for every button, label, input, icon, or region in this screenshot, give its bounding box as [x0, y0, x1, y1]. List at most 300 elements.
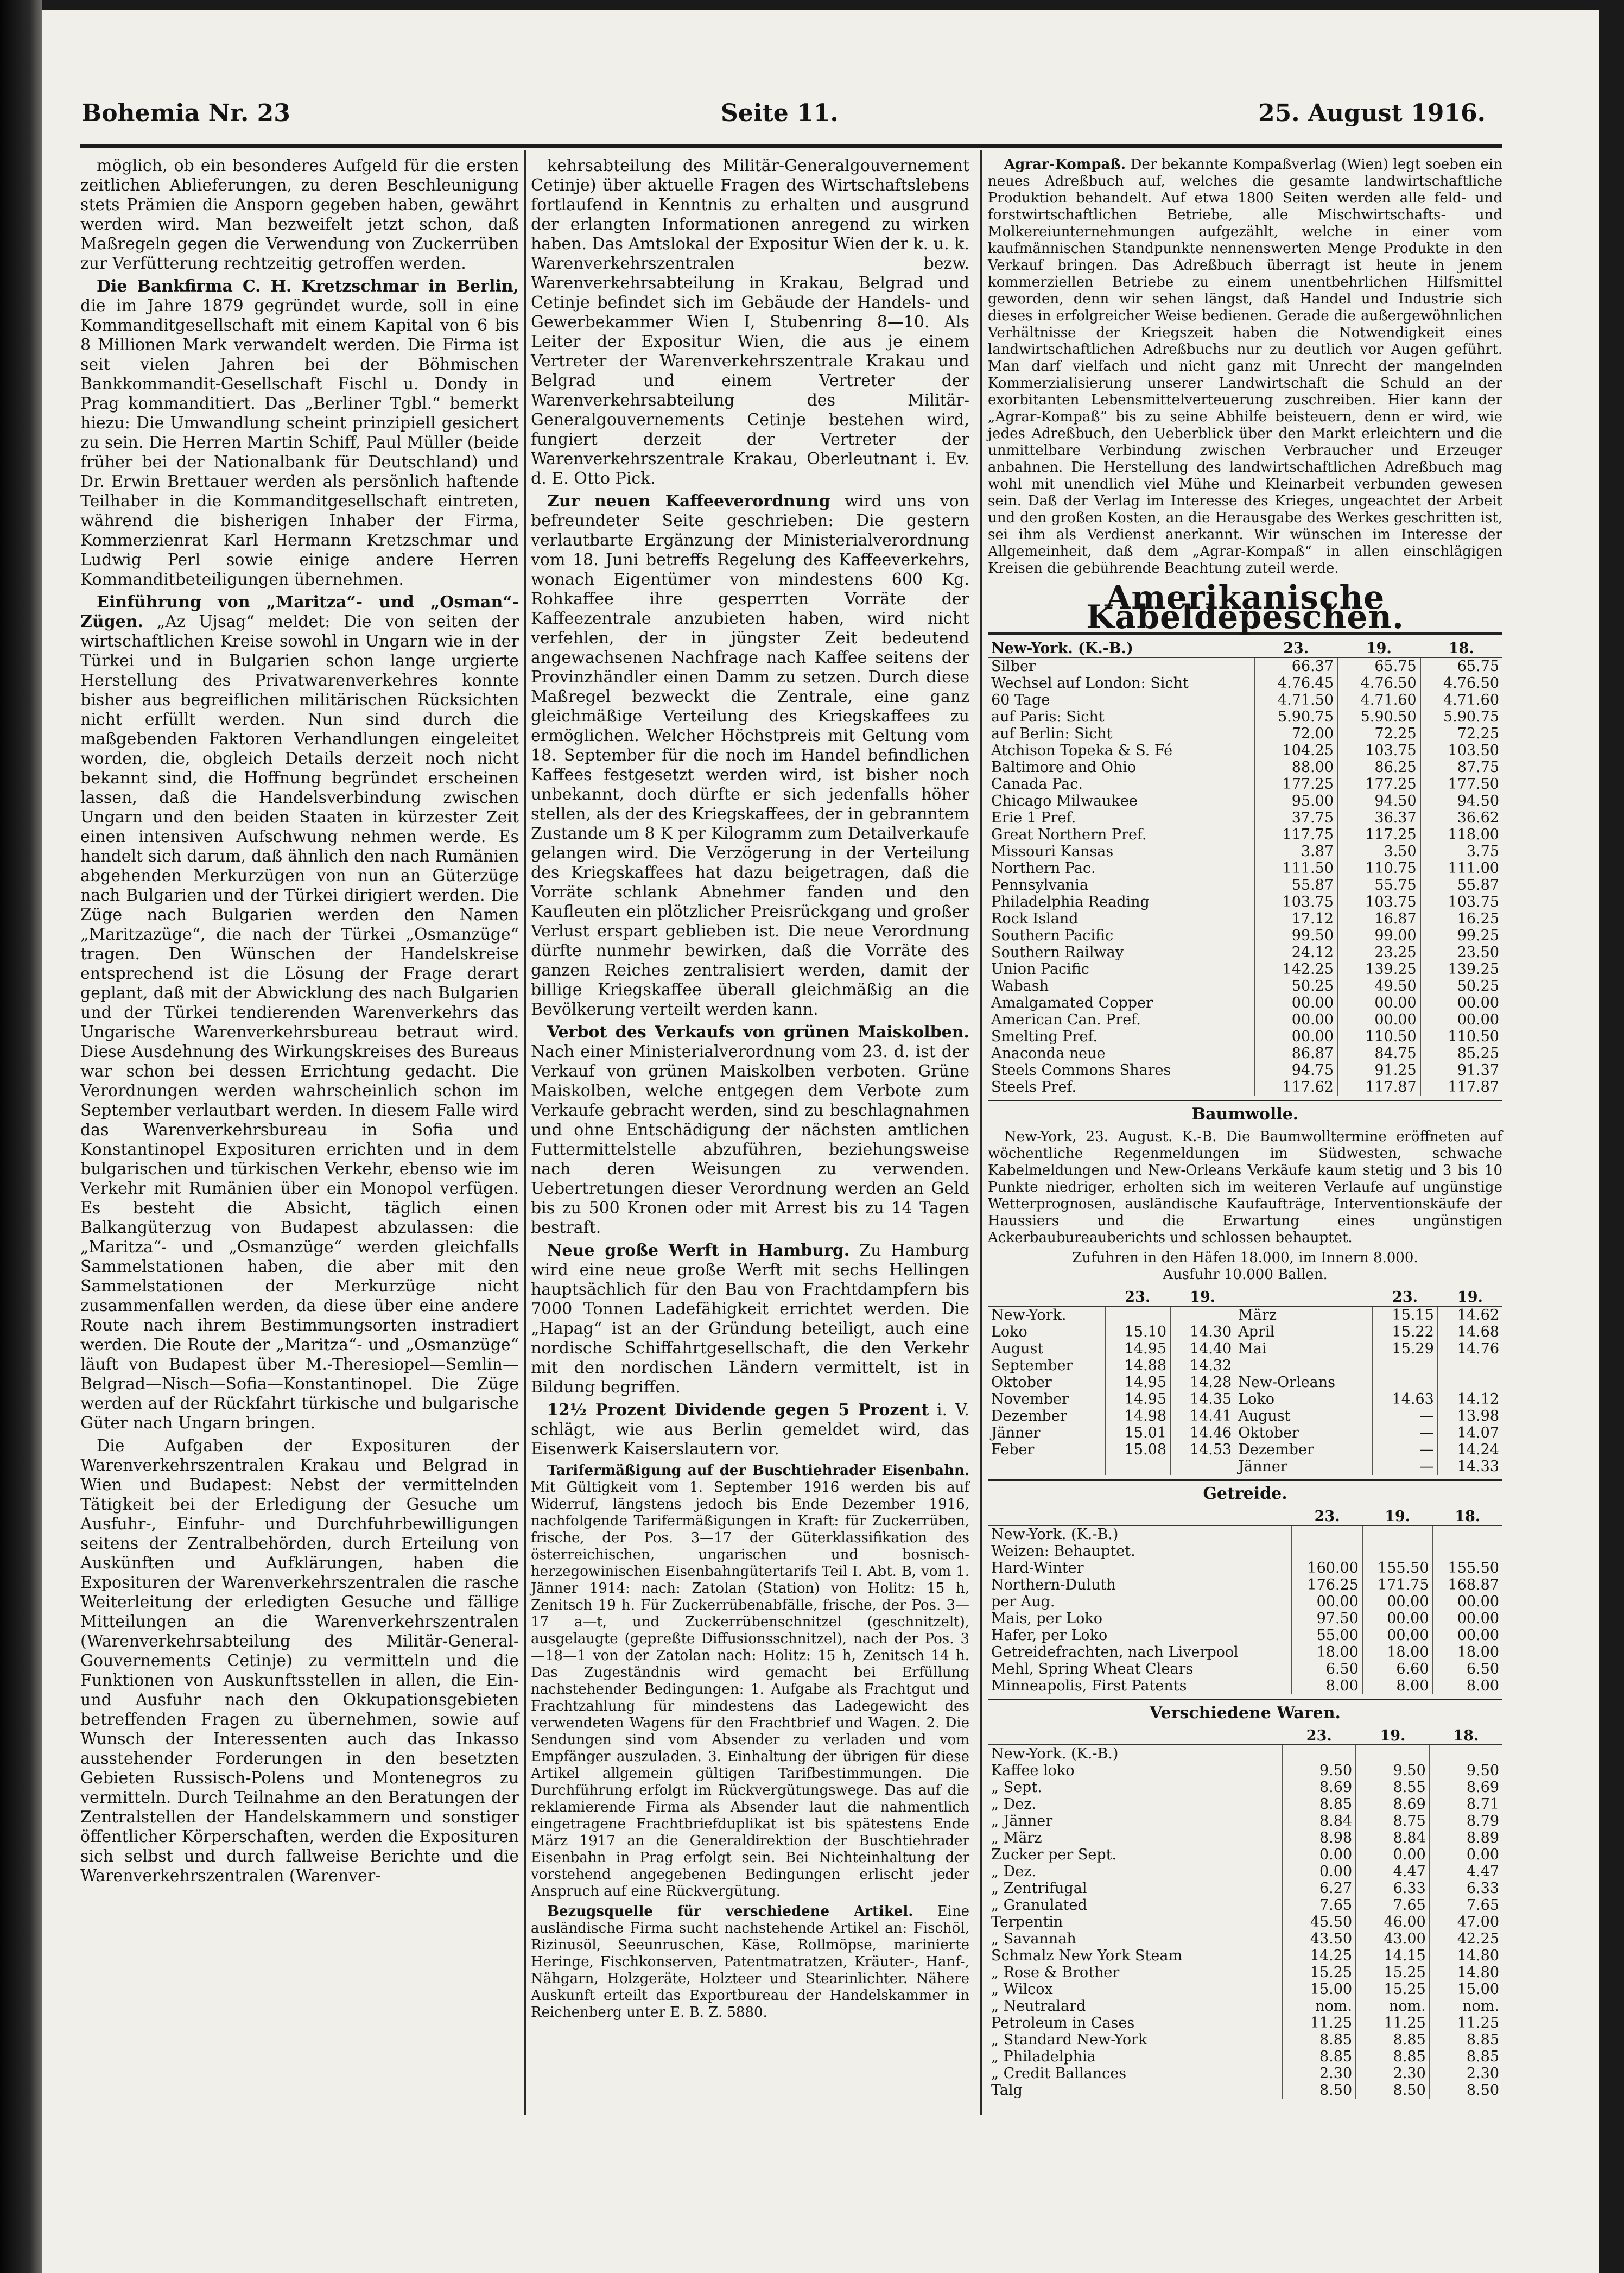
- cotton-table: [988, 1289, 1502, 1475]
- column-rule-1: [524, 150, 526, 2115]
- table-cell: 8.84: [1356, 1829, 1430, 1846]
- row-label: Northern-Duluth: [991, 1576, 1116, 1593]
- table-cell: 4.76.50: [1420, 675, 1502, 692]
- table-cell: 84.75: [1337, 1045, 1420, 1062]
- article-headline: Die Bankfirma C. H. Kretzschmar in Berlin,: [97, 277, 519, 296]
- table-header: 19.: [1362, 1508, 1433, 1525]
- table-row: [988, 1880, 1502, 1897]
- section-title: Baumwolle.: [988, 1100, 1502, 1124]
- table-row: [988, 725, 1502, 742]
- table-cell: 14.80: [1430, 1964, 1502, 1981]
- table-cell: 86.87: [1254, 1045, 1337, 1062]
- table-row: [988, 2082, 1502, 2099]
- table-cell: 00.00: [1420, 1011, 1502, 1028]
- table-cell: 15.25: [1282, 1964, 1356, 1981]
- masthead-left: Bohemia Nr. 23: [81, 99, 290, 127]
- table-row: [988, 860, 1502, 877]
- table-cell: 42.25: [1430, 1930, 1502, 1947]
- table-row: [988, 2048, 1502, 2065]
- table-cell: 14.15: [1356, 1947, 1430, 1964]
- article-paragraph: Zur neuen Kaffeeverordnung wird uns von befreundeter Seite geschrieben: Die gestern verlautbarte Ergänzung der Ministerialverordnung vom 18. Juni betreffs Regelung des Kaffeeverkehrs, wonach Eigentümer von mindestens 600 Kg. Rohkaffee ihre gesperrten Vorräte der Kaffeezentrale anzubieten haben, wird nicht verfehlen, der in jüngster Zeit bedeutend angewachsenen Nachfrage nach Kaffee seitens der Provinzhändler einen Damm zu setzen. Durch diese Maßregel bezweckt die Zentrale, eine ganz gleichmäßige Verteilung des Kriegskaffees zu ermöglichen. Welcher Höchstpreis mit Geltung vom 18. September für die noch im Handel befindlichen Kaffees festgesetzt werden wird, ist bisher noch unbekannt, doch dürfte er sich jedenfalls höher stellen, als der des Kriegskaffees, der in gebranntem Zustande um 8 K per Kilogramm zum Detailverkaufe gelangen wird. Die Verzögerung in der Verteilung des Kriegskaffees hat dazu beigetragen, daß die Vorräte schlank Abnehmer fanden und den Kaufleuten ein plötzlicher Preisrückgang und großer Verlust erspart geblieben ist. Die neue Verordnung dürfte nunmehr bewirken, daß die Vorräte des ganzen Reiches zentralisiert werden, damit der billige Kriegskaffee überall gleichmäßig an die Bevölkerung verteilt werden kann.: [531, 492, 969, 1019]
- table-cell: 55.75: [1337, 877, 1420, 894]
- table-cell: 160.00: [1292, 1560, 1362, 1576]
- row-label: April: [1238, 1324, 1275, 1340]
- row-label: New-York.: [991, 1307, 1067, 1324]
- table-cell: 11.25: [1356, 2015, 1430, 2031]
- row-label: New-Orleans: [1238, 1374, 1336, 1391]
- table-cell: 65.75: [1337, 657, 1420, 675]
- table-cell: —: [1372, 1408, 1437, 1424]
- table-row: [988, 1981, 1502, 1998]
- table-cell: 37.75: [1254, 809, 1337, 826]
- row-label: [988, 1458, 1105, 1475]
- table-cell: [1170, 1458, 1235, 1475]
- article-headline: Zur neuen Kaffeeverordnung: [547, 492, 830, 511]
- table-cell: 7.65: [1356, 1897, 1430, 1914]
- row-label: „ Neutralard: [991, 1998, 1086, 2015]
- table-cell: 8.00: [1433, 1677, 1502, 1694]
- table-row: [988, 1525, 1502, 1543]
- table-row: [988, 910, 1502, 927]
- row-label: Zucker per Sept.: [991, 1846, 1117, 1863]
- row-label: Oktober: [1238, 1424, 1299, 1441]
- table-cell: [1438, 1374, 1502, 1391]
- table-cell: 14.35: [1170, 1391, 1235, 1408]
- table-cell: 5.90.50: [1337, 708, 1420, 725]
- row-label: August: [1238, 1408, 1291, 1424]
- section-title: Amerikanische Kabeldepeschen.: [988, 588, 1502, 635]
- table-row: [988, 1762, 1502, 1779]
- article-paragraph: Tarifermäßigung auf der Buschtiehrader Eisenbahn. Mit Gültigkeit vom 1. September 1916 werden bis auf Widerruf, längstens jedoch bis Ende Dezember 1916, nachfolgende Tarifermäßigungen in Kraft: für Zuckerrüben, frische, der Pos. 3—17 der Güterklassifikation des österreichischen, ungarischen und bosnisch-herzegowinischen Eisenbahngütertarifs Teil I. Abt. B, vom 1. Jänner 1914: nach: Zatolan (Station) von Holitz: 15 h, Zenitsch 19 h. Für Zuckerrübenabfälle, frische, der Pos. 3—17 a—t, und Zuckerrübenschnitzel (geschnitzelt), ausgelaugte (gepreßte Diffusionsschnitzel), nach der Pos. 3—18—1 von der Zatolan nach: Holitz: 15 h, Zenitsch 14 h. Das Zugeständnis wird gemacht bei Erfüllung nachstehender Bedingungen: 1. Aufgabe als Frachtgut und Frachtzahlung für mindestens das Ladegewicht des verwendeten Wagens für den Frachtbrief und Wagen. 2. Die Sendungen sind vom Absender zu verladen und vom Empfänger auszuladen. 3. Einhaltung der übrigen für diese Artikel allgemein gültigen Tarifbestimmungen. Die Durchführung erfolgt im Rückvergütungswege. Das auf die reklamierende Firma als Absender laut die nahmentlich eingetragene Frachtbriefduplikat ist bis spätestens Ende März 1917 an die Generaldirektion der Buschtiehrader Eisenbahn in Prag erfolgt sein. Bei Nichteinhaltung der vorstehend angegebenen Bedingungen erlischt jeder Anspruch auf eine Rückvergütung.: [531, 1462, 969, 1900]
- row-label: Wabash: [991, 978, 1049, 995]
- table-row: [988, 1863, 1502, 1880]
- table-cell: 55.87: [1254, 877, 1337, 894]
- table-cell: 00.00: [1362, 1627, 1433, 1644]
- table-cell: 87.75: [1420, 759, 1502, 776]
- article-paragraph: kehrsabteilung des Militär-Generalgouvernement Cetinje) über aktuelle Fragen des Wirtschaftslebens fortlaufend in Kenntnis zu erhalten und ausgrund der erlangten Informationen anregend zu wirken haben. Das Amtslokal der Expositur Wien der k. u. k. Warenverkehrszentralen bezw. Warenverkehrsabteilung in Krakau, Belgrad und Cetinje befindet sich im Gebäude der Handels- und Gewerbekammer Wien I, Stubenring 8—10. Als Leiter der Expositur Wien, die aus je einem Vertreter der Warenverkehrszentrale Krakau und Belgrad und einem Vertreter der Warenverkehrsabteilung des Militär-Generalgouvernements Cetinje bestehen wird, fungiert derzeit der Vertreter der Warenverkehrszentrale Krakau, Oberleutnant i. Ev. d. E. Otto Pick.: [531, 156, 969, 488]
- row-label: „ Philadelphia: [991, 2048, 1096, 2065]
- row-label: Loko: [991, 1324, 1027, 1340]
- table-cell: 15.01: [1105, 1424, 1170, 1441]
- row-label: 60 Tage: [991, 692, 1050, 708]
- table-cell: 91.37: [1420, 1062, 1502, 1079]
- table-header: 23.: [1254, 640, 1337, 657]
- table-cell: 8.00: [1292, 1677, 1362, 1694]
- row-label: Mai: [1238, 1340, 1267, 1357]
- table-cell: 15.25: [1356, 1964, 1430, 1981]
- table-row: [988, 1829, 1502, 1846]
- table-cell: 00.00: [1292, 1593, 1362, 1610]
- table-cell: 49.50: [1337, 978, 1420, 995]
- row-label: August: [991, 1340, 1044, 1357]
- grain-table: [988, 1508, 1502, 1694]
- table-row: [988, 1813, 1502, 1829]
- table-cell: 72.25: [1337, 725, 1420, 742]
- table-cell: 16.25: [1420, 910, 1502, 927]
- table-row: [988, 776, 1502, 793]
- table-cell: 14.80: [1430, 1947, 1502, 1964]
- table-row: [988, 1028, 1502, 1045]
- table-row: [988, 1458, 1502, 1475]
- table-cell: 00.00: [1362, 1610, 1433, 1627]
- table-cell: nom.: [1282, 1998, 1356, 2015]
- table-cell: 14.95: [1105, 1374, 1170, 1391]
- row-label: Schmalz New York Steam: [991, 1947, 1183, 1964]
- table-cell: 3.50: [1337, 843, 1420, 860]
- table-cell: 155.50: [1433, 1560, 1502, 1576]
- table-cell: 72.25: [1420, 725, 1502, 742]
- table-cell: 14.30: [1170, 1324, 1235, 1340]
- table-cell: 14.76: [1438, 1340, 1502, 1357]
- row-label: März: [1238, 1307, 1277, 1324]
- table-cell: 117.25: [1337, 826, 1420, 843]
- row-label: Oktober: [991, 1374, 1052, 1391]
- row-label: „ Rose & Brother: [991, 1964, 1120, 1981]
- row-label: New-York. (K.-B.): [991, 1526, 1119, 1543]
- table-cell: 15.10: [1105, 1324, 1170, 1340]
- table-cell: 14.88: [1105, 1357, 1170, 1374]
- text-line: Ausfuhr 10.000 Ballen.: [1163, 1267, 1328, 1283]
- table-cell: 99.50: [1254, 927, 1337, 944]
- table-cell: 4.76.50: [1337, 675, 1420, 692]
- table-cell: 4.71.50: [1254, 692, 1337, 708]
- row-label: Petroleum in Cases: [991, 2015, 1135, 2031]
- table-cell: 0.00: [1282, 1846, 1356, 1863]
- row-label: Smelting Pref.: [991, 1028, 1098, 1045]
- table-cell: 4.71.60: [1420, 692, 1502, 708]
- table-cell: 50.25: [1254, 978, 1337, 995]
- row-label: „ Dez.: [991, 1863, 1037, 1880]
- table-cell: 9.50: [1356, 1762, 1430, 1779]
- row-label: Pennsylvania: [991, 877, 1088, 894]
- row-label: „ Granulated: [991, 1897, 1087, 1914]
- table-cell: [1356, 1745, 1430, 1762]
- table-cell: 14.24: [1438, 1441, 1502, 1458]
- table-row: [988, 944, 1502, 961]
- table-cell: 14.98: [1105, 1408, 1170, 1424]
- table-cell: 43.00: [1356, 1930, 1430, 1947]
- commodities-table: [988, 1727, 1502, 2099]
- table-cell: 88.00: [1254, 759, 1337, 776]
- table-row: [988, 927, 1502, 944]
- table-cell: 103.75: [1254, 894, 1337, 910]
- table-row: [988, 1306, 1502, 1324]
- table-row: [988, 1374, 1502, 1391]
- table-cell: 8.79: [1430, 1813, 1502, 1829]
- table-row: [988, 1779, 1502, 1796]
- table-row: [988, 1897, 1502, 1914]
- article-paragraph: Agrar-Kompaß. Der bekannte Kompaßverlag (Wien) legt soeben ein neues Adreßbuch auf, welches die gesamte landwirtschaftliche Produktion behandelt. Auf etwa 1800 Seiten werden alle feld- und forstwirtschaftlichen Betriebe, alle Mischwirtschafts- und Molkereiunternehmungen aufgezählt, welche in einer vom kaufmännischen Standpunkte nennenswerten Menge Produkte in den Verkauf bringen. Das Adreßbuch überragt ist heute in jenem kommerziellen Betriebe zu einem unentbehrlichen Hilfsmittel geworden, denn wir sehen längst, daß Handel und Industrie sich dieses in erfolgreicher Weise bedienen. Gerade die außergewöhnlichen Verhältnisse der Kriegszeit haben die Notwendigkeit eines landwirtschaftlichen Adreßbuchs nur zu deutlich vor Augen geführt. Man darf vielfach und nicht ganz mit Unrecht der mangelnden Kommerzialisierung unserer Landwirtschaft die Schuld an der exorbitanten Lebensmittelverteuerung zuschreiben. Hier kann der „Agrar-Kompaß“ bis zu seine Abhilfe beisteuern, denn er wird, wie jedes Adreßbuch, den Ueberblick über den Markt erleichtern und die unmittelbare Verbindung zwischen Verbraucher und Erzeuger anbahnen. Die Herstellung des landwirtschaftlichen Adreßbuch mag wohl mit unendlich viel Mühe und Kleinarbeit verbunden gewesen sein. Daß der Verlag im Interesse des Krieges, ungeachtet der Arbeit und den großen Kosten, an die Herausgabe des Werkes geschritten ist, sei ihm als Verdienst anerkannt. Wir wünschen im Interesse der Allgemeinheit, daß dem „Agrar-Kompaß“ in allen einschlägigen Kreisen die gebührende Beachtung zuteil werde.: [988, 156, 1502, 577]
- article-paragraph: Bezugsquelle für verschiedene Artikel. Eine ausländische Firma sucht nachstehende Artikel an: Fischöl, Rizinusöl, Seeunruschen, Käse, Rollmöpse, marinierte Heringe, Fischkonserven, Patentmatratzen, Kräuter-, Hanf-, Nähgarn, Holzgeräte, Holzteer und Stearinlichter. Nähere Auskunft erteilt das Exportbureau der Handelskammer in Reichenberg unter E. B. Z. 5880.: [531, 1903, 969, 2021]
- table-cell: 14.62: [1438, 1306, 1502, 1324]
- row-label: Union Pacific: [991, 961, 1089, 978]
- table-cell: 14.32: [1170, 1357, 1235, 1374]
- table-row: [988, 1593, 1502, 1610]
- table-cell: 99.25: [1420, 927, 1502, 944]
- table-cell: 94.75: [1254, 1062, 1337, 1079]
- table-cell: 111.00: [1420, 860, 1502, 877]
- table-row: [988, 1340, 1502, 1357]
- table-cell: 15.08: [1105, 1441, 1170, 1458]
- table-header: 23.: [1292, 1508, 1362, 1525]
- table-cell: 142.25: [1254, 961, 1337, 978]
- table-row: [988, 2031, 1502, 2048]
- table-cell: 155.50: [1362, 1560, 1433, 1576]
- table-cell: 18.00: [1433, 1644, 1502, 1661]
- table-cell: 177.50: [1420, 776, 1502, 793]
- table-cell: 72.00: [1254, 725, 1337, 742]
- table-cell: 8.85: [1356, 2031, 1430, 2048]
- article-paragraph: 12½ Prozent Dividende gegen 5 Prozent i. V. schlägt, wie aus Berlin gemeldet wird, das Eisenwerk Kaiserslautern vor.: [531, 1401, 969, 1459]
- table-cell: 2.30: [1356, 2065, 1430, 2082]
- table-row: [988, 1947, 1502, 1964]
- table-cell: 43.50: [1282, 1930, 1356, 1947]
- table-row: [988, 1914, 1502, 1930]
- table-cell: 5.90.75: [1420, 708, 1502, 725]
- article-paragraph: Einführung von „Maritza“- und „Osman“-Zügen. „Az Ujsag“ meldet: Die von seiten der wirtschaftlichen Kreise sowohl in Ungarn wie in der Türkei und in Bulgarien schon lange urgierte Herstellung des Privatwarenverkehres konnte bisher aus begreiflichen militärischen Rücksichten nicht erfüllt werden. Nun sind durch die maßgebenden Faktoren Verhandlungen eingeleitet worden, die, obgleich Details derzeit noch nicht bekannt sind, die Hoffnung begründet erscheinen lassen, daß die Handelsverbindung zwischen Ungarn und den beiden Staaten in kürzester Zeit einen intensiven Aufschwung nehmen werde. Es handelt sich darum, daß ähnlich den nach Rumänien abgehenden Merkurzügen von nun an Güterzüge nach Bulgarien und der Türkei dirigiert werden. Die Züge nach Bulgarien werden den Namen „Maritzazüge“, die nach der Türkei „Osmanzüge“ tragen. Den Wünschen der Handelskreise entsprechend ist die Lösung der Frage derart geplant, daß mit der Abwicklung des nach Bulgarien und der Türkei tendierenden Warenverkehrs das Ungarische Warenverkehrsbureau betraut wird. Diese Ausdehnung des Wirkungskreises des Bureaus war schon bei dessen Errichtung gedacht. Die Verordnungen werden wahrscheinlich schon im September verlautbart werden. In diesem Falle wird das Warenverkehrsbureau in Sofia und Konstantinopel Exposituren errichten und in dem bulgarischen und türkischen Verkehr, ebenso wie im Verkehr mit Rumänien über ein Monopol verfügen. Es besteht die Absicht, täglich einen Balkangüterzug von Budapest abzulassen: die „Maritza“- und „Osmanzüge“ werden gleichfalls Sammelstationen haben, die aber mit den Sammelstationen der Merkurzüge nicht zusammenfallen werden, da diese über eine andere Route nach ihrem Bestimmungsorten instradiert werden. Die Route der „Maritza“- und „Osmanzüge“ läuft von Budapest über M.-Theresiopel—Semlin—Belgrad—Nisch—Sofia—Konstantinopel. Die Züge werden auf der Rückfahrt türkische und bulgarische Güter nach Ungarn bringen.: [80, 593, 519, 1433]
- table-cell: 4.76.45: [1254, 675, 1337, 692]
- table-cell: 8.85: [1282, 2031, 1356, 2048]
- row-label: Mais, per Loko: [991, 1610, 1102, 1627]
- table-cell: 85.25: [1420, 1045, 1502, 1062]
- row-label: auf Berlin: Sicht: [991, 725, 1113, 742]
- table-cell: 00.00: [1254, 995, 1337, 1011]
- table-cell: 8.50: [1430, 2082, 1502, 2099]
- row-label: Wechsel auf London: Sicht: [991, 675, 1189, 692]
- row-label: Loko: [1238, 1391, 1274, 1408]
- table-cell: 6.33: [1356, 1880, 1430, 1897]
- table-cell: 86.25: [1337, 759, 1420, 776]
- row-label: Hard-Winter: [991, 1560, 1084, 1576]
- table-cell: nom.: [1356, 1998, 1430, 2015]
- table-cell: 8.55: [1356, 1779, 1430, 1796]
- table-cell: [1362, 1543, 1433, 1560]
- table-cell: —: [1372, 1441, 1437, 1458]
- header-rule: [80, 144, 1502, 148]
- table-cell: 00.00: [1433, 1593, 1502, 1610]
- table-cell: 110.75: [1337, 860, 1420, 877]
- table-header: 18.: [1433, 1508, 1502, 1525]
- table-row: [988, 1441, 1502, 1458]
- table-cell: 8.71: [1430, 1796, 1502, 1813]
- row-label: Canada Pac.: [991, 776, 1083, 793]
- table-cell: 23.25: [1337, 944, 1420, 961]
- table-cell: —: [1372, 1424, 1437, 1441]
- row-label: Getreidefrachten, nach Liverpool: [991, 1644, 1239, 1661]
- table-row: [988, 657, 1502, 675]
- table-row: [988, 1357, 1502, 1374]
- table-row: [988, 978, 1502, 995]
- table-cell: 15.22: [1372, 1324, 1437, 1340]
- table-row: [988, 894, 1502, 910]
- row-label: Rock Island: [991, 910, 1079, 927]
- table-cell: 110.50: [1420, 1028, 1502, 1045]
- table-row: [988, 1998, 1502, 2015]
- table-row: [988, 826, 1502, 843]
- section-title: Verschiedene Waren.: [988, 1699, 1502, 1723]
- table-cell: 0.00: [1282, 1863, 1356, 1880]
- table-cell: 50.25: [1420, 978, 1502, 995]
- table-cell: [1438, 1357, 1502, 1374]
- table-cell: 36.37: [1337, 809, 1420, 826]
- table-cell: 103.75: [1420, 894, 1502, 910]
- table-cell: 18.00: [1292, 1644, 1362, 1661]
- table-row: [988, 1560, 1502, 1576]
- table-cell: 8.85: [1356, 2048, 1430, 2065]
- table-cell: 4.47: [1356, 1863, 1430, 1880]
- table-row: [988, 961, 1502, 978]
- row-label: Talg: [991, 2082, 1023, 2099]
- table-cell: [1105, 1458, 1170, 1475]
- table-cell: 95.00: [1254, 793, 1337, 809]
- page-number: Seite 11.: [721, 99, 839, 127]
- table-header: 19.: [1438, 1289, 1502, 1306]
- table-cell: [1282, 1745, 1356, 1762]
- table-cell: nom.: [1430, 1998, 1502, 2015]
- table-row: [988, 692, 1502, 708]
- table-row: [988, 1424, 1502, 1441]
- table-cell: 00.00: [1420, 995, 1502, 1011]
- table-row: [988, 1627, 1502, 1644]
- table-cell: 00.00: [1362, 1593, 1433, 1610]
- table-cell: 45.50: [1282, 1914, 1356, 1930]
- table-row: [988, 1930, 1502, 1947]
- row-label: Silber: [991, 658, 1036, 675]
- table-row: [988, 2015, 1502, 2031]
- table-header: 18.: [1420, 640, 1502, 657]
- row-label: „ Jänner: [991, 1813, 1053, 1829]
- table-cell: 171.75: [1362, 1576, 1433, 1593]
- article-paragraph: Die Aufgaben der Exposituren der Warenverkehrszentralen Krakau und Belgrad in Wien und Budapest: Nebst der vermittelnden Tätigkeit bei der Erledigung der Gesuche um Ausfuhr-, Einfuhr- und Durchfuhrbewilligungen seitens der Zentralbehörden, durch Erteilung von Auskünften und Aufklärungen, haben die Exposituren der Warenverkehrszentralen die rasche Weiterleitung der erledigten Gesuche und fällige Mitteilungen an die Warenverkehrszentralen (Warenverkehrsabteilung des Militär-General-Gouvernements Cetinje) zu vermitteln und die Funktionen von Auskunftsstellen in allen, die Ein- und Ausfuhr nach den Okkupationsgebieten betreffenden Fragen zu übernehmen, sowie auf Wunsch der Interessenten auch das Inkasso ausstehender Forderungen in den besetzten Gebieten Russisch-Polens und Montenegros zu vermitteln. Durch Teilnahme an den Beratungen der Zentralstellen der Handelskammern und sonstiger öffentlicher Körperschaften, werden die Exposituren sich selbst und durch fallweise Berichte und die Warenverkehrszentralen (Warenver-: [80, 1436, 519, 1885]
- table-cell: 8.69: [1356, 1796, 1430, 1813]
- table-cell: 0.00: [1430, 1846, 1502, 1863]
- table-row: [988, 995, 1502, 1011]
- row-label: „ März: [991, 1829, 1042, 1846]
- row-label: Kaffee loko: [991, 1762, 1075, 1779]
- row-label: Jänner: [991, 1424, 1041, 1441]
- table-cell: 0.00: [1356, 1846, 1430, 1863]
- table-cell: 55.87: [1420, 877, 1502, 894]
- row-label: Chicago Milwaukee: [991, 793, 1138, 809]
- row-label: „ Wilcox: [991, 1981, 1053, 1998]
- row-label: Southern Pacific: [991, 927, 1114, 944]
- table-cell: 15.00: [1430, 1981, 1502, 1998]
- row-label: Missouri Kansas: [991, 843, 1114, 860]
- article-paragraph: Verbot des Verkaufs von grünen Maiskolben. Nach einer Ministerialverordnung vom 23. d. ist der Verkauf von grünen Maiskolben verboten. Grüne Maiskolben, welche entgegen dem Verbote zum Verkaufe gebracht werden, sind zu beschlagnahmen und ohne Entschädigung der nächsten amtlichen Futtermittelstelle abzuführen, beziehungsweise nach deren Weisungen zu verwenden. Uebertretungen dieser Verordnung werden an Geld bis zu 500 Kronen oder mit Arrest bis zu 14 Tagen bestraft.: [531, 1023, 969, 1237]
- table-cell: 94.50: [1420, 793, 1502, 809]
- table-cell: 8.50: [1282, 2082, 1356, 2099]
- table-cell: 00.00: [1337, 995, 1420, 1011]
- table-cell: 13.98: [1438, 1408, 1502, 1424]
- article-headline: Bezugsquelle für verschiedene Artikel.: [547, 1903, 913, 1920]
- table-row: [988, 2065, 1502, 2082]
- row-label: American Can. Pref.: [991, 1011, 1141, 1028]
- table-cell: 3.75: [1420, 843, 1502, 860]
- table-cell: 18.00: [1362, 1644, 1433, 1661]
- table-cell: 7.65: [1282, 1897, 1356, 1914]
- article-headline: Einführung von „Maritza“- und „Osman“-Zügen.: [80, 593, 519, 631]
- table-header: 19.: [1337, 640, 1420, 657]
- table-cell: 168.87: [1433, 1576, 1502, 1593]
- table-cell: 00.00: [1254, 1028, 1337, 1045]
- row-label: Weizen: Behauptet.: [991, 1543, 1135, 1560]
- table-row: [988, 675, 1502, 692]
- table-cell: 117.75: [1254, 826, 1337, 843]
- table-cell: 6.33: [1430, 1880, 1502, 1897]
- table-cell: 176.25: [1292, 1576, 1362, 1593]
- table-row: [988, 793, 1502, 809]
- table-cell: 8.75: [1356, 1813, 1430, 1829]
- table-cell: 15.15: [1372, 1306, 1437, 1324]
- row-label: „ Zentrifugal: [991, 1880, 1087, 1897]
- ny-stock-table: [988, 640, 1502, 1096]
- table-cell: 139.25: [1337, 961, 1420, 978]
- table-cell: [1372, 1357, 1437, 1374]
- table-row: [988, 1062, 1502, 1079]
- table-cell: 4.71.60: [1337, 692, 1420, 708]
- row-label: Great Northern Pref.: [991, 826, 1147, 843]
- row-label: auf Paris: Sicht: [991, 708, 1105, 725]
- row-label: Mehl, Spring Wheat Clears: [991, 1661, 1194, 1677]
- table-cell: 99.00: [1337, 927, 1420, 944]
- table-cell: 14.95: [1105, 1340, 1170, 1357]
- table-cell: 91.25: [1337, 1062, 1420, 1079]
- table-row: [988, 1846, 1502, 1863]
- table-row: [988, 1079, 1502, 1096]
- row-label: [1235, 1357, 1372, 1374]
- table-cell: 8.85: [1282, 2048, 1356, 2065]
- table-cell: [1292, 1543, 1362, 1560]
- table-cell: 8.98: [1282, 1829, 1356, 1846]
- table-cell: 117.87: [1337, 1079, 1420, 1096]
- table-row: [988, 1408, 1502, 1424]
- table-cell: 11.25: [1430, 2015, 1502, 2031]
- row-label: „ Credit Ballances: [991, 2065, 1127, 2082]
- row-label: September: [991, 1357, 1073, 1374]
- row-label: Dezember: [991, 1408, 1067, 1424]
- table-cell: 9.50: [1430, 1762, 1502, 1779]
- table-cell: [1433, 1525, 1502, 1543]
- row-label: „ Savannah: [991, 1930, 1076, 1947]
- article-headline: Verbot des Verkaufs von grünen Maiskolben.: [547, 1023, 969, 1042]
- row-label: Feber: [991, 1441, 1035, 1458]
- table-row: [988, 1011, 1502, 1028]
- table-cell: 47.00: [1430, 1914, 1502, 1930]
- table-cell: 14.95: [1105, 1391, 1170, 1408]
- article-headline: Neue große Werft in Hamburg.: [547, 1241, 850, 1260]
- table-cell: 177.25: [1254, 776, 1337, 793]
- table-row: [988, 759, 1502, 776]
- table-row: [988, 809, 1502, 826]
- row-label: „ Dez.: [991, 1796, 1037, 1813]
- table-cell: 8.00: [1362, 1677, 1433, 1694]
- table-header: 19.: [1356, 1727, 1430, 1745]
- row-label: Northern Pac.: [991, 860, 1096, 877]
- table-cell: 14.40: [1170, 1340, 1235, 1357]
- table-row: [988, 1661, 1502, 1677]
- column-2: [531, 156, 969, 2024]
- table-cell: 177.25: [1337, 776, 1420, 793]
- table-cell: 2.30: [1430, 2065, 1502, 2082]
- table-cell: 15.00: [1282, 1981, 1356, 1998]
- row-label: Steels Commons Shares: [991, 1062, 1171, 1079]
- table-cell: 55.00: [1292, 1627, 1362, 1644]
- table-cell: 117.62: [1254, 1079, 1337, 1096]
- table-cell: 14.33: [1438, 1458, 1502, 1475]
- table-cell: 15.29: [1372, 1340, 1437, 1357]
- table-cell: 110.50: [1337, 1028, 1420, 1045]
- table-row: [988, 1796, 1502, 1813]
